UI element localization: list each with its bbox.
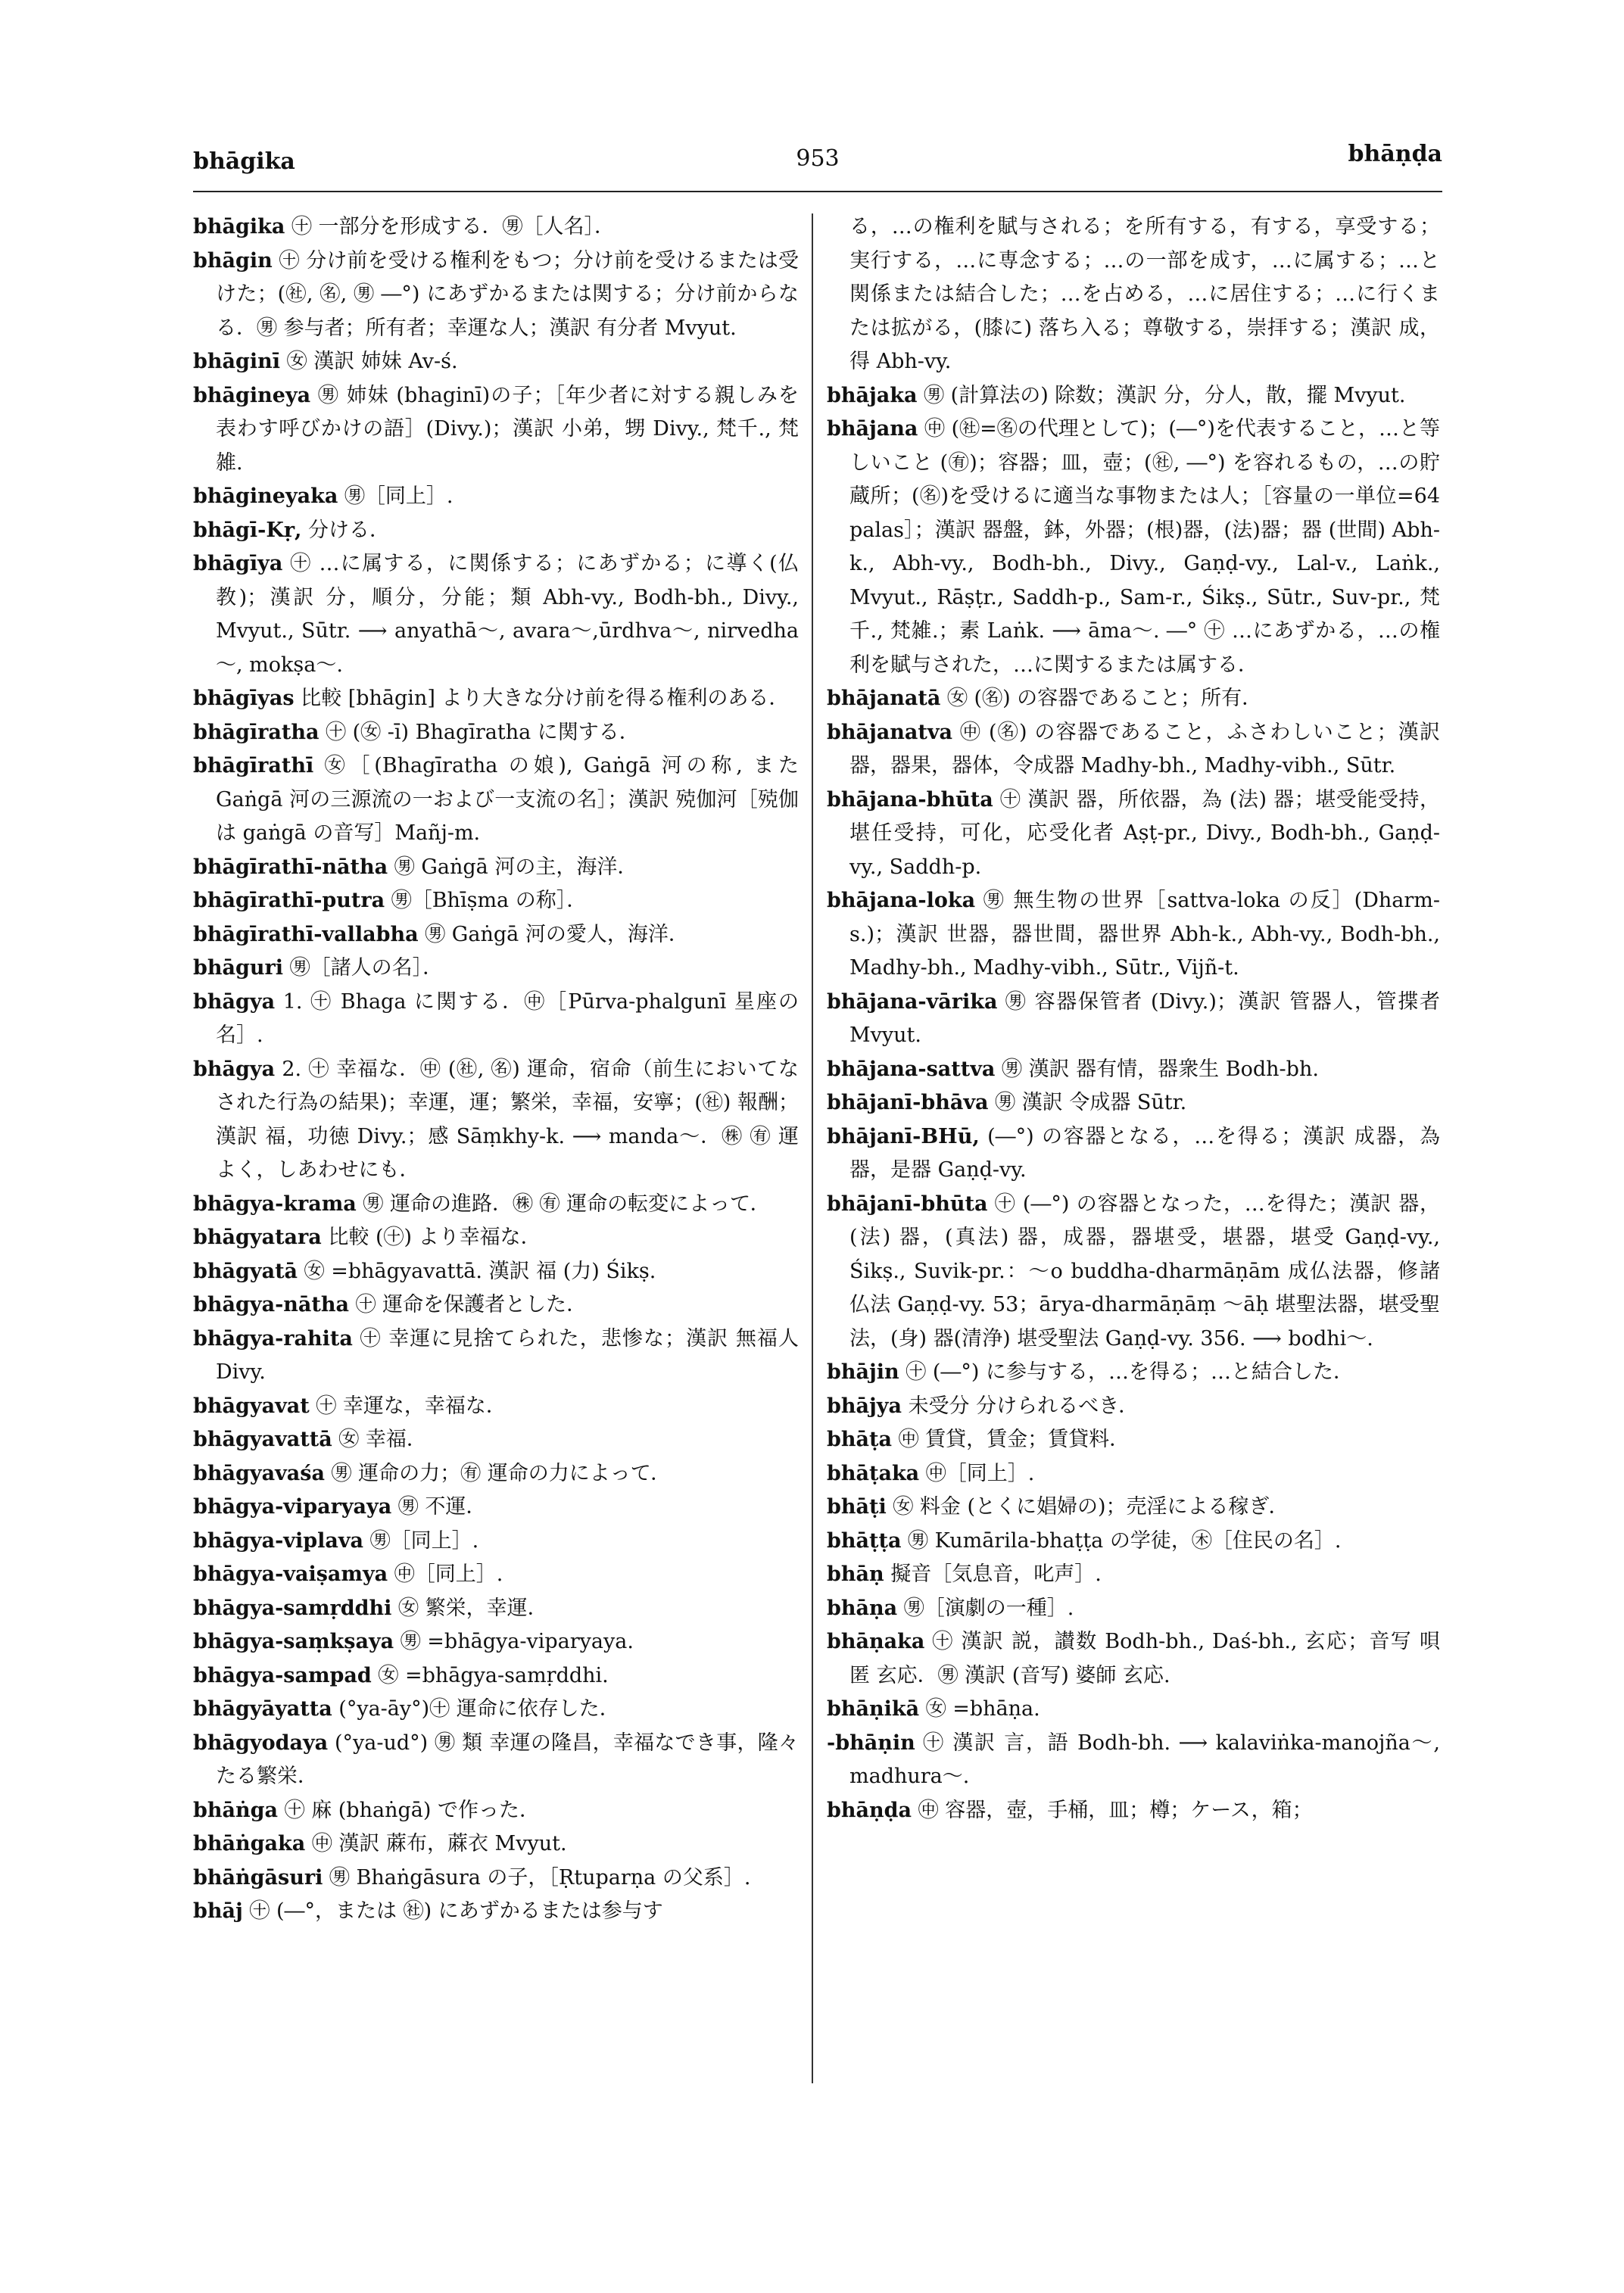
entry-headword: bhāgya-sampad xyxy=(193,1663,372,1687)
dictionary-entry xyxy=(193,210,799,245)
entry-headword: bhāṇa xyxy=(827,1596,898,1620)
entry-headword: bhāṇ xyxy=(827,1562,884,1586)
entry-headword: bhājana-loka xyxy=(827,889,976,912)
dictionary-entry xyxy=(193,514,799,548)
entry-headword: bhāṭṭa xyxy=(827,1528,902,1553)
entry-definition: ㊛ =bhāgya-samṛddhi. xyxy=(378,1663,609,1687)
dictionary-entry xyxy=(193,547,799,682)
dictionary-entry xyxy=(193,1221,799,1255)
header-rule xyxy=(193,191,1442,192)
entry-headword: bhāṭaka xyxy=(827,1461,920,1485)
dictionary-entry xyxy=(193,1525,799,1559)
entry-definition: ㊛ 繁栄，幸運． xyxy=(398,1596,548,1620)
dictionary-entry xyxy=(193,1255,799,1289)
dictionary-entry xyxy=(827,1693,1440,1727)
dictionary-entry xyxy=(193,1592,799,1626)
entry-headword: bhāgyavat xyxy=(193,1394,310,1418)
dictionary-entry xyxy=(827,1053,1440,1087)
entry-headword: bhāgyatā xyxy=(193,1259,298,1283)
entry-headword: bhāgya-saṃkṣaya xyxy=(193,1630,394,1653)
entry-headword: bhāgya-viplava xyxy=(193,1528,364,1553)
dictionary-entry xyxy=(193,1288,799,1323)
dictionary-entry xyxy=(193,1794,799,1828)
dictionary-entry xyxy=(193,1423,799,1457)
dictionary-entry xyxy=(193,1491,799,1525)
entry-definition: ㊚ 無生物の世界［sattva-loka の反］(Dharm-s.)；漢訳 世器，器世間，器世界 Abh-k., Abh-vy., Bodh-bh., Madhy-bh., Madhy-vibh., Sūtr., Vijñ-t. xyxy=(849,889,1440,980)
entry-headword: bhāgika xyxy=(193,215,285,238)
entry-headword: bhāgīratha xyxy=(193,720,320,744)
entry-definition: ㊚ 運命の進路．㊑ ㊒ 運命の転変によって． xyxy=(363,1192,771,1216)
entry-headword: bhāṇikā xyxy=(827,1697,920,1721)
entry-definition: ㊚ Gaṅgā 河の主，海洋． xyxy=(394,855,638,879)
entry-definition: ㊉ 幸運に見捨てられた，悲惨な；漢訳 無福人 Divy. xyxy=(216,1326,799,1384)
dictionary-entry xyxy=(193,884,799,918)
entry-definition: ㊛［(Bhagīratha の娘), Gaṅgā 河の称, また Gaṅgā 河の三源流の一および一支流の名］；漢訳 殑伽河［殑伽は gaṅgā の音写］Mañj-m. xyxy=(216,754,799,845)
entry-definition: 分ける． xyxy=(308,518,391,542)
entry-definition: ㊚ Kumārila-bhaṭṭa の学徒，㊍［住民の名］. xyxy=(908,1528,1342,1553)
dictionary-entry xyxy=(193,1693,799,1727)
entry-definition: ㊛ (㊔) の容器であること；所有． xyxy=(946,687,1263,710)
entry-definition: ㊉ (―°，または ㊓) にあずかるまたは参与す xyxy=(249,1899,663,1923)
entry-headword: bhājin xyxy=(827,1360,899,1384)
entry-definition: ㊉ …に属する，に関係する；にあずかる；に導く(仏教)；漢訳 分，順分，分能；類 Abh-vy., Bodh-bh., Divy., Mvyut., Sūtr. ⟶ anyathā～, avara～,ūrdhva～, nirvedha～, mokṣa～. xyxy=(216,552,799,677)
dictionary-entry xyxy=(193,1727,799,1794)
entry-headword: bhāgyatara xyxy=(193,1226,322,1249)
dictionary-entry xyxy=(193,379,799,481)
entry-definition: ㊥ (㊓=㊔の代理として)；(―°)を代表すること，…と等しいこと (㊒)；容器；皿，壺；(㊓, ―°) を容れるもの，…の貯蔵所；(㊔)を受けるに適当な事物または人；［容量の一単位=64 palas］；漢訳 器盤，鉢，外器；(根)器，(法)器；器 (世間) Abh-k., Abh-vy., Bodh-bh., Divy., Gaṇḍ-vy., Lal-v., Laṅk., Mvyut., Rāṣṭr., Saddh-p., Sam-r., Śikṣ., Sūtr., Suv-pr., 梵千., 梵雑.；素 Laṅk. ⟶ āma～. ―° ㊉ …にあずかる，…の権利を賦与された，…に関するまたは属する． xyxy=(849,417,1440,677)
dictionary-entry xyxy=(193,480,799,514)
entry-headword: bhāgya-vaiṣamya xyxy=(193,1562,388,1586)
entry-definition: ㊚ Bhaṅgāsura の子，［Ṛtuparṇa の父系］. xyxy=(329,1865,751,1890)
page-header xyxy=(193,141,1442,186)
column-divider xyxy=(812,213,813,2083)
entry-headword: bhāṇaka xyxy=(827,1630,925,1653)
dictionary-entry xyxy=(827,1423,1440,1457)
dictionary-entry xyxy=(193,986,799,1053)
dictionary-entry xyxy=(827,1390,1440,1424)
entry-headword: bhājaka xyxy=(827,383,918,407)
dictionary-entry xyxy=(193,749,799,851)
entry-headword: bhāgīrathī-vallabha xyxy=(193,922,419,946)
entry-headword: bhāgyodaya xyxy=(193,1731,329,1755)
entry-definition: ㊚ Gaṅgā 河の愛人，海洋． xyxy=(425,922,689,946)
entry-headword: -bhāṇin xyxy=(827,1731,915,1755)
entry-headword: bhāgyavattā xyxy=(193,1428,332,1451)
entry-definition: ㊥［同上］. xyxy=(394,1562,503,1586)
entry-definition: ㊥［同上］. xyxy=(925,1461,1035,1485)
entry-definition: ㊚［Bhīṣma の称］． xyxy=(391,889,588,912)
entry-definition: ㊥ 容器，壺，手桶，皿；樽；ケース，箱； xyxy=(918,1798,1313,1822)
entry-definition: ㊥ 賃貸，賃金；賃貸料． xyxy=(898,1428,1130,1451)
dictionary-entry xyxy=(827,986,1440,1053)
entry-headword: bhājana-vārika xyxy=(827,989,998,1014)
dictionary-entry xyxy=(193,1390,799,1424)
dictionary-entry xyxy=(193,1053,799,1188)
entry-definition: ㊉ 麻 (bhaṅgā) で作った． xyxy=(284,1798,540,1822)
dictionary-entry xyxy=(827,1525,1440,1559)
entry-definition: ㊉ 漢訳 説，讃数 Bodh-bh., Daś-bh., 玄応；音写 唄匿 玄応．㊚ 漢訳 (音写) 婆師 玄応. xyxy=(849,1630,1440,1687)
dictionary-entry xyxy=(827,1120,1440,1188)
dictionary-entry xyxy=(827,784,1440,885)
entry-definition: ㊚ =bhāgya-viparyaya. xyxy=(400,1630,634,1653)
entry-headword: bhājana xyxy=(827,417,918,441)
entry-definition: ㊉ (―°) に参与する，…を得る；…と結合した． xyxy=(906,1360,1354,1384)
entry-headword: bhāgya-nātha xyxy=(193,1293,349,1316)
entry-headword: bhāgyavaśa xyxy=(193,1461,325,1485)
entry-headword: bhājana-bhūta xyxy=(827,787,993,812)
entry-definition: (°ya-ud°) ㊚ 類 幸運の隆昌，幸福なでき事，隆々たる繁栄． xyxy=(216,1731,799,1788)
dictionary-entry xyxy=(193,682,799,716)
entry-definition: ㊚［同上］. xyxy=(369,1528,479,1553)
dictionary-entry xyxy=(827,1558,1440,1592)
entry-headword: bhājanī-BHū, xyxy=(827,1124,980,1148)
entry-definition: (°ya-āy°)㊉ 運命に依存した． xyxy=(338,1697,620,1721)
dictionary-entry xyxy=(827,1794,1440,1828)
dictionary-entry xyxy=(193,1188,799,1222)
entry-definition: 擬音［気息音，叱声］. xyxy=(890,1562,1102,1586)
entry-definition: ㊥ (㊔) の容器であること，ふさわしいこと；漢訳 器，器果，器体，令成器 Madhy-bh., Madhy-vibh., Sūtr. xyxy=(849,720,1440,777)
entry-definition: ㊛ 漢訳 姉妹 Av-ś. xyxy=(286,350,458,373)
entry-definition: ㊛ 幸福． xyxy=(338,1428,427,1451)
dictionary-entry xyxy=(193,1558,799,1592)
dictionary-entry xyxy=(827,1592,1440,1626)
dictionary-entry xyxy=(827,716,1440,784)
entry-definition: (―°) の容器となる，…を得る；漢訳 成器，為器，是器 Gaṇḍ-vy. xyxy=(849,1124,1441,1182)
dictionary-entry xyxy=(193,1827,799,1862)
entry-headword: bhāgīya xyxy=(193,552,283,575)
dictionary-entry xyxy=(193,1862,799,1896)
entry-definition: 1. ㊉ Bhaga に関する．㊥［Pūrva-phalgunī 星座の名］. xyxy=(216,989,799,1047)
dictionary-entry xyxy=(827,1356,1440,1390)
running-head-left: bhāgika xyxy=(193,148,295,175)
dictionary-entry xyxy=(827,884,1440,986)
entry-definition: る，…の権利を賦与される；を所有する，有する，享受する；実行する，…に専念する；…の一部を成す，…に属する；…と関係または結合した；…を占める，…に居住する；…に行くまたは拡がる，(膝に) 落ち入る；尊敬する，崇拝する；漢訳 成，得 Abh-vy. xyxy=(849,215,1440,373)
dictionary-entry xyxy=(827,1457,1440,1491)
dictionary-entry xyxy=(827,682,1440,716)
entry-definition: ㊚［同上］. xyxy=(344,484,454,508)
entry-definition: ㊚ 漢訳 令成器 Sūtr. xyxy=(995,1091,1187,1114)
dictionary-entry xyxy=(193,345,799,379)
entry-definition: ㊛ 料金 (とくに娼婦の)；売淫による稼ぎ． xyxy=(893,1495,1289,1519)
entry-headword: bhāṭi xyxy=(827,1495,887,1519)
dictionary-entry xyxy=(193,1659,799,1693)
entry-headword: bhāgīrathī-putra xyxy=(193,889,385,912)
entry-definition: ㊥ 漢訳 蔴布，蔴衣 Mvyut. xyxy=(311,1832,567,1855)
entry-headword: bhāgya-rahita xyxy=(193,1326,353,1351)
entry-definition: ㊚ 不運． xyxy=(397,1495,487,1519)
dictionary-entry xyxy=(193,1895,799,1929)
entry-headword: bhāṇḍa xyxy=(827,1798,912,1822)
entry-headword: bhājya xyxy=(827,1394,902,1418)
dictionary-entry xyxy=(827,1727,1440,1794)
entry-definition: 2. ㊉ 幸福な．㊥ (㊓, ㊔) 運命，宿命（前生においてなされた行為の結果)；幸運，運；繁栄，幸福，安寧；(㊓) 報酬；漢訳 福，功徳 Divy.；感 Sāṃkhy-k. ⟶ manda～．㊑ ㊒ 運よく，しあわせにも． xyxy=(216,1057,799,1182)
entry-headword: bhājanī-bhūta xyxy=(827,1192,988,1216)
right-column xyxy=(827,210,1440,1827)
entry-headword: bhāginī xyxy=(193,350,281,373)
entry-headword: bhāgya xyxy=(193,1057,276,1081)
entry-headword: bhāgya-krama xyxy=(193,1192,357,1216)
entry-definition: ㊉ 一部分を形成する．㊚［人名］． xyxy=(291,215,616,238)
entry-headword: bhāgī-Kṛ, xyxy=(193,518,302,542)
entry-definition: ㊚ 漢訳 器有情，器衆生 Bodh-bh. xyxy=(1002,1057,1319,1081)
entry-headword: bhāṅgaka xyxy=(193,1832,306,1855)
entry-headword: bhāj xyxy=(193,1899,243,1923)
entry-headword: bhāgin xyxy=(193,248,273,273)
entry-definition: ㊛ =bhāṇa. xyxy=(925,1697,1040,1721)
entry-definition: 未受分 分けられるべき． xyxy=(908,1394,1139,1418)
entry-continuation xyxy=(827,210,1440,379)
entry-definition: ㊚ 容器保管者 (Divy.)；漢訳 管器人，管揲者 Mvyut. xyxy=(849,989,1440,1047)
entry-definition: ㊉ 運命を保護者とした． xyxy=(355,1293,588,1316)
dictionary-entry xyxy=(193,1625,799,1659)
entry-headword: bhāgya-viparyaya xyxy=(193,1495,392,1519)
entry-definition: ㊉ 分け前を受ける権利をもつ；分け前を受けるまたは受けた；(㊓, ㊔, ㊚ ―°) にあずかるまたは関する；分け前からなる．㊚ 参与者；所有者；幸運な人；漢訳 有分者 Mvyut. xyxy=(216,248,799,340)
entry-definition: ㊚［諸人の名］． xyxy=(289,956,444,980)
entry-headword: bhāgyāyatta xyxy=(193,1697,332,1721)
dictionary-entry xyxy=(827,1625,1440,1693)
entry-headword: bhāṅgāsuri xyxy=(193,1865,323,1890)
entry-definition: ㊉ (㊛ -ī) Bhagīratha に関する． xyxy=(326,720,640,744)
page-number: 953 xyxy=(796,145,840,172)
entry-definition: ㊉ (―°) の容器となった，…を得た；漢訳 器，(法) 器，(真法) 器，成器，器堪受，堪器，堪受 Gaṇḍ-vy., Śikṣ., Suvik-pr.：～o buddha-dharmāṇām 成仏法器，修諸仏法 Gaṇḍ-vy. 53；ārya-dharmāṇāṃ ～āḥ 堪聖法器，堪受聖法，(身) 器(清浄) 堪受聖法 Gaṇḍ-vy. 356. ⟶ bodhi～. xyxy=(849,1192,1440,1351)
entry-definition: 比較 (㊉) より幸福な． xyxy=(328,1226,541,1249)
dictionary-entry xyxy=(193,952,799,986)
dictionary-entry xyxy=(193,245,799,346)
entry-definition: ㊉ 漢訳 器，所依器，為 (法) 器；堪受能受持，堪任受持，可化，応受化者 Aṣṭ-pr., Divy., Bodh-bh., Gaṇḍ-vy., Saddh-p. xyxy=(849,787,1440,879)
dictionary-entry xyxy=(827,379,1440,413)
entry-headword: bhāṭa xyxy=(827,1428,892,1451)
dictionary-entry xyxy=(193,716,799,750)
entry-definition: ㊉ 漢訳 言，語 Bodh-bh. ⟶ kalaviṅka-manojña～, madhura～. xyxy=(849,1731,1440,1788)
entry-definition: ㊉ 幸運な，幸福な． xyxy=(316,1394,507,1418)
left-column xyxy=(193,210,799,1929)
running-head-right: bhāṇḍa xyxy=(1348,141,1442,167)
dictionary-entry xyxy=(827,1491,1440,1525)
entry-headword: bhājanatva xyxy=(827,720,953,744)
entry-headword: bhājana-sattva xyxy=(827,1057,996,1081)
dictionary-entry xyxy=(193,1323,799,1390)
entry-definition: 比較 [bhāgin] より大きな分け前を得る権利のある． xyxy=(301,687,790,710)
dictionary-entry xyxy=(193,851,799,885)
entry-definition: ㊚［演劇の一種］. xyxy=(903,1596,1074,1620)
entry-headword: bhāgya xyxy=(193,989,276,1014)
entry-definition: ㊚ 運命の力；㊒ 運命の力によって． xyxy=(331,1461,672,1485)
dictionary-entry xyxy=(827,1086,1440,1120)
dictionary-entry xyxy=(193,918,799,952)
entry-headword: bhāguri xyxy=(193,956,283,980)
dictionary-entry xyxy=(827,1188,1440,1357)
entry-headword: bhāgīyas xyxy=(193,687,295,710)
entry-headword: bhāṅga xyxy=(193,1798,279,1822)
entry-headword: bhāgīrathī-nātha xyxy=(193,855,388,879)
entry-definition: ㊚ (計算法の) 除数；漢訳 分，分人，散，擺 Mvyut. xyxy=(924,383,1406,407)
dictionary-entry xyxy=(193,1457,799,1491)
entry-headword: bhāgineya xyxy=(193,383,311,407)
entry-headword: bhāgya-samṛddhi xyxy=(193,1596,392,1620)
entry-headword: bhāgīrathī xyxy=(193,754,314,777)
entry-headword: bhāgineyaka xyxy=(193,484,338,508)
entry-definition: ㊚ 姉妹 (bhaginī)の子；［年少者に対する親しみを表わす呼びかけの語］(Divy.)；漢訳 小弟，甥 Divy., 梵千., 梵雑. xyxy=(216,383,799,475)
entry-definition: ㊛ =bhāgyavattā. 漢訳 福 (力) Śikṣ. xyxy=(304,1259,656,1283)
entry-headword: bhājanatā xyxy=(827,687,941,710)
dictionary-entry xyxy=(827,413,1440,682)
entry-headword: bhājanī-bhāva xyxy=(827,1091,989,1114)
